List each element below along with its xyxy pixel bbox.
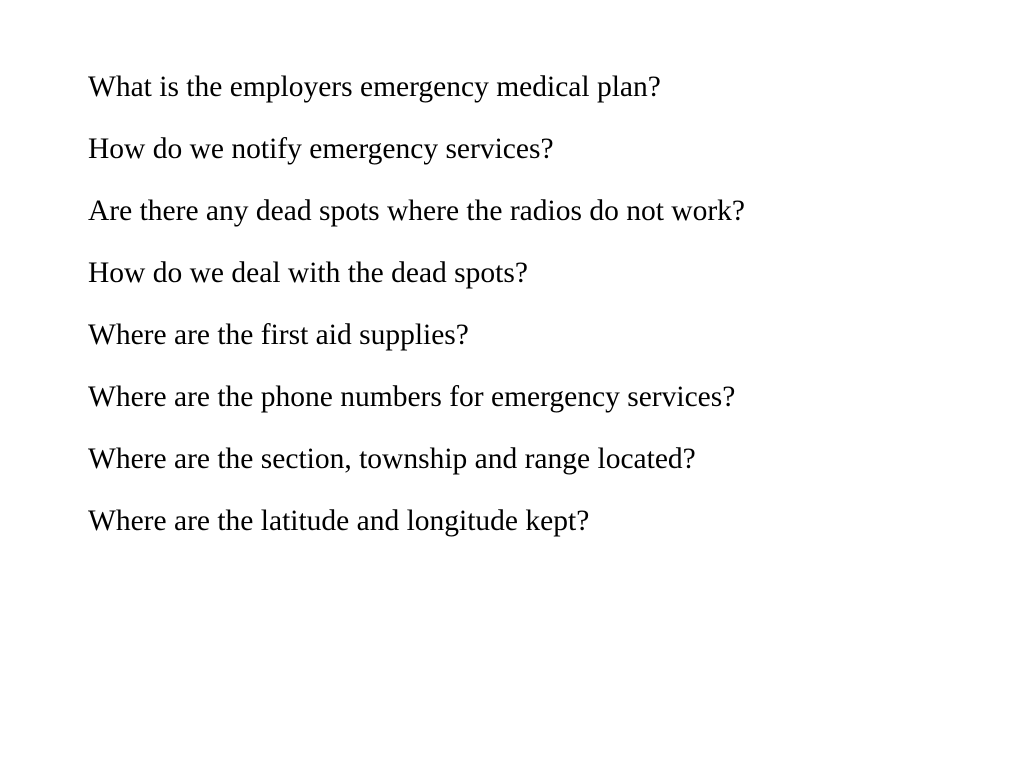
question-item: Are there any dead spots where the radios do not work? [88,195,745,227]
question-item: Where are the section, township and range located? [88,443,696,475]
question-item: Where are the latitude and longitude kept? [88,505,590,537]
question-item: Where are the phone numbers for emergency services? [88,381,736,413]
question-list [88,67,745,563]
question-item: What is the employers emergency medical plan? [88,71,661,103]
question-item: How do we deal with the dead spots? [88,257,528,289]
question-item: How do we notify emergency services? [88,133,554,165]
question-item: Where are the first aid supplies? [88,319,469,351]
